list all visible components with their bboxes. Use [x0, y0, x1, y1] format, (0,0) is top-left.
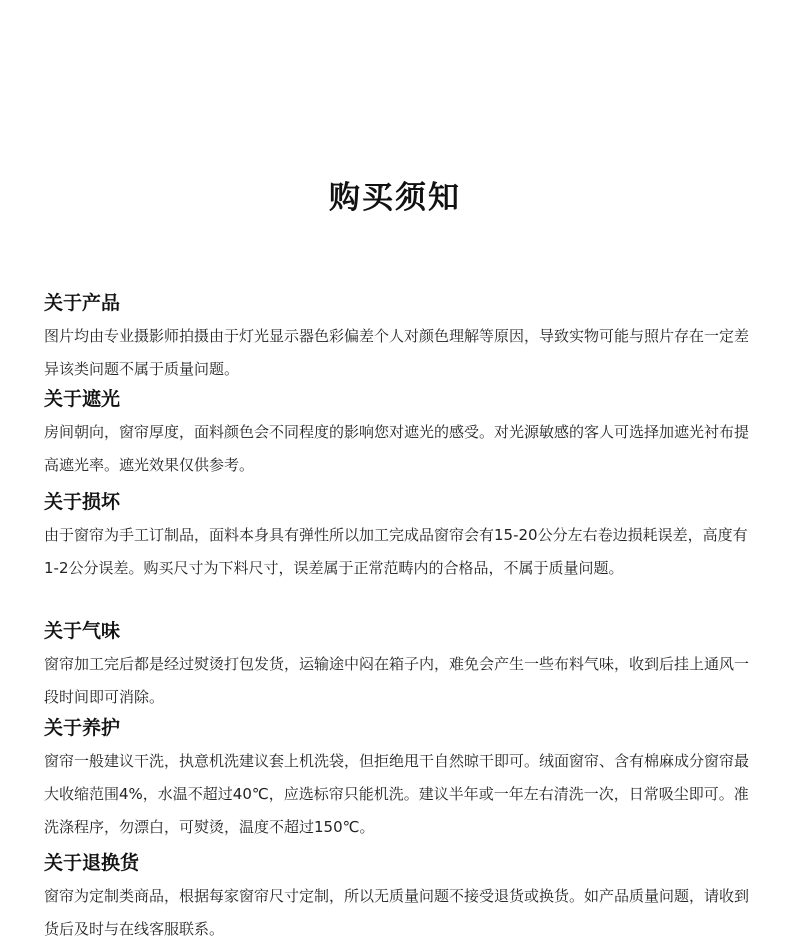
section-heading: 关于养护	[44, 717, 121, 739]
section-body: 房间朝向，窗帘厚度，面料颜色会不同程度的影响您对遮光的感受。对光源敏感的客人可选择加遮光衬布提高遮光率。遮光效果仅供参考。	[44, 423, 750, 474]
section-returns	[44, 848, 754, 946]
section-body: 窗帘一般建议干洗，执意机洗建议套上机洗袋，但拒绝甩干自然晾干即可。绒面窗帘、含有棉麻成分窗帘最大收缩范围4%，水温不超过40℃，应选标帘只能机洗。建议半年或一年左右清洗一次，日常吸尘即可。准洗涤程序，勿漂白，可熨烫，温度不超过150℃。	[44, 752, 750, 836]
section-body: 图片均由专业摄影师拍摄由于灯光显示器色彩偏差个人对颜色理解等原因，导致实物可能与照片存在一定差异该类问题不属于质量问题。	[44, 327, 750, 378]
section-body: 窗帘为定制类商品，根据每家窗帘尺寸定制，所以无质量问题不接受退货或换货。如产品质量问题，请收到货后及时与在线客服联系。	[44, 887, 750, 938]
section-heading: 关于损坏	[44, 491, 121, 513]
section-care	[44, 713, 754, 844]
section-heading: 关于气味	[44, 620, 121, 642]
section-damage	[44, 487, 754, 585]
section-odor	[44, 616, 754, 714]
page-title: 购买须知	[329, 180, 461, 216]
section-body: 由于窗帘为手工订制品，面料本身具有弹性所以加工完成品窗帘会有15-20公分左右卷边损耗误差，高度有1-2公分误差。购买尺寸为下料尺寸，误差属于正常范畴内的合格品，不属于质量问题。	[44, 526, 748, 577]
section-heading: 关于退换货	[44, 852, 140, 874]
section-product	[44, 288, 754, 386]
section-heading: 关于产品	[44, 292, 121, 314]
section-blackout	[44, 384, 754, 482]
section-heading: 关于遮光	[44, 388, 121, 410]
section-body: 窗帘加工完后都是经过熨烫打包发货，运输途中闷在箱子内，难免会产生一些布料气味，收到后挂上通风一段时间即可消除。	[44, 655, 750, 706]
